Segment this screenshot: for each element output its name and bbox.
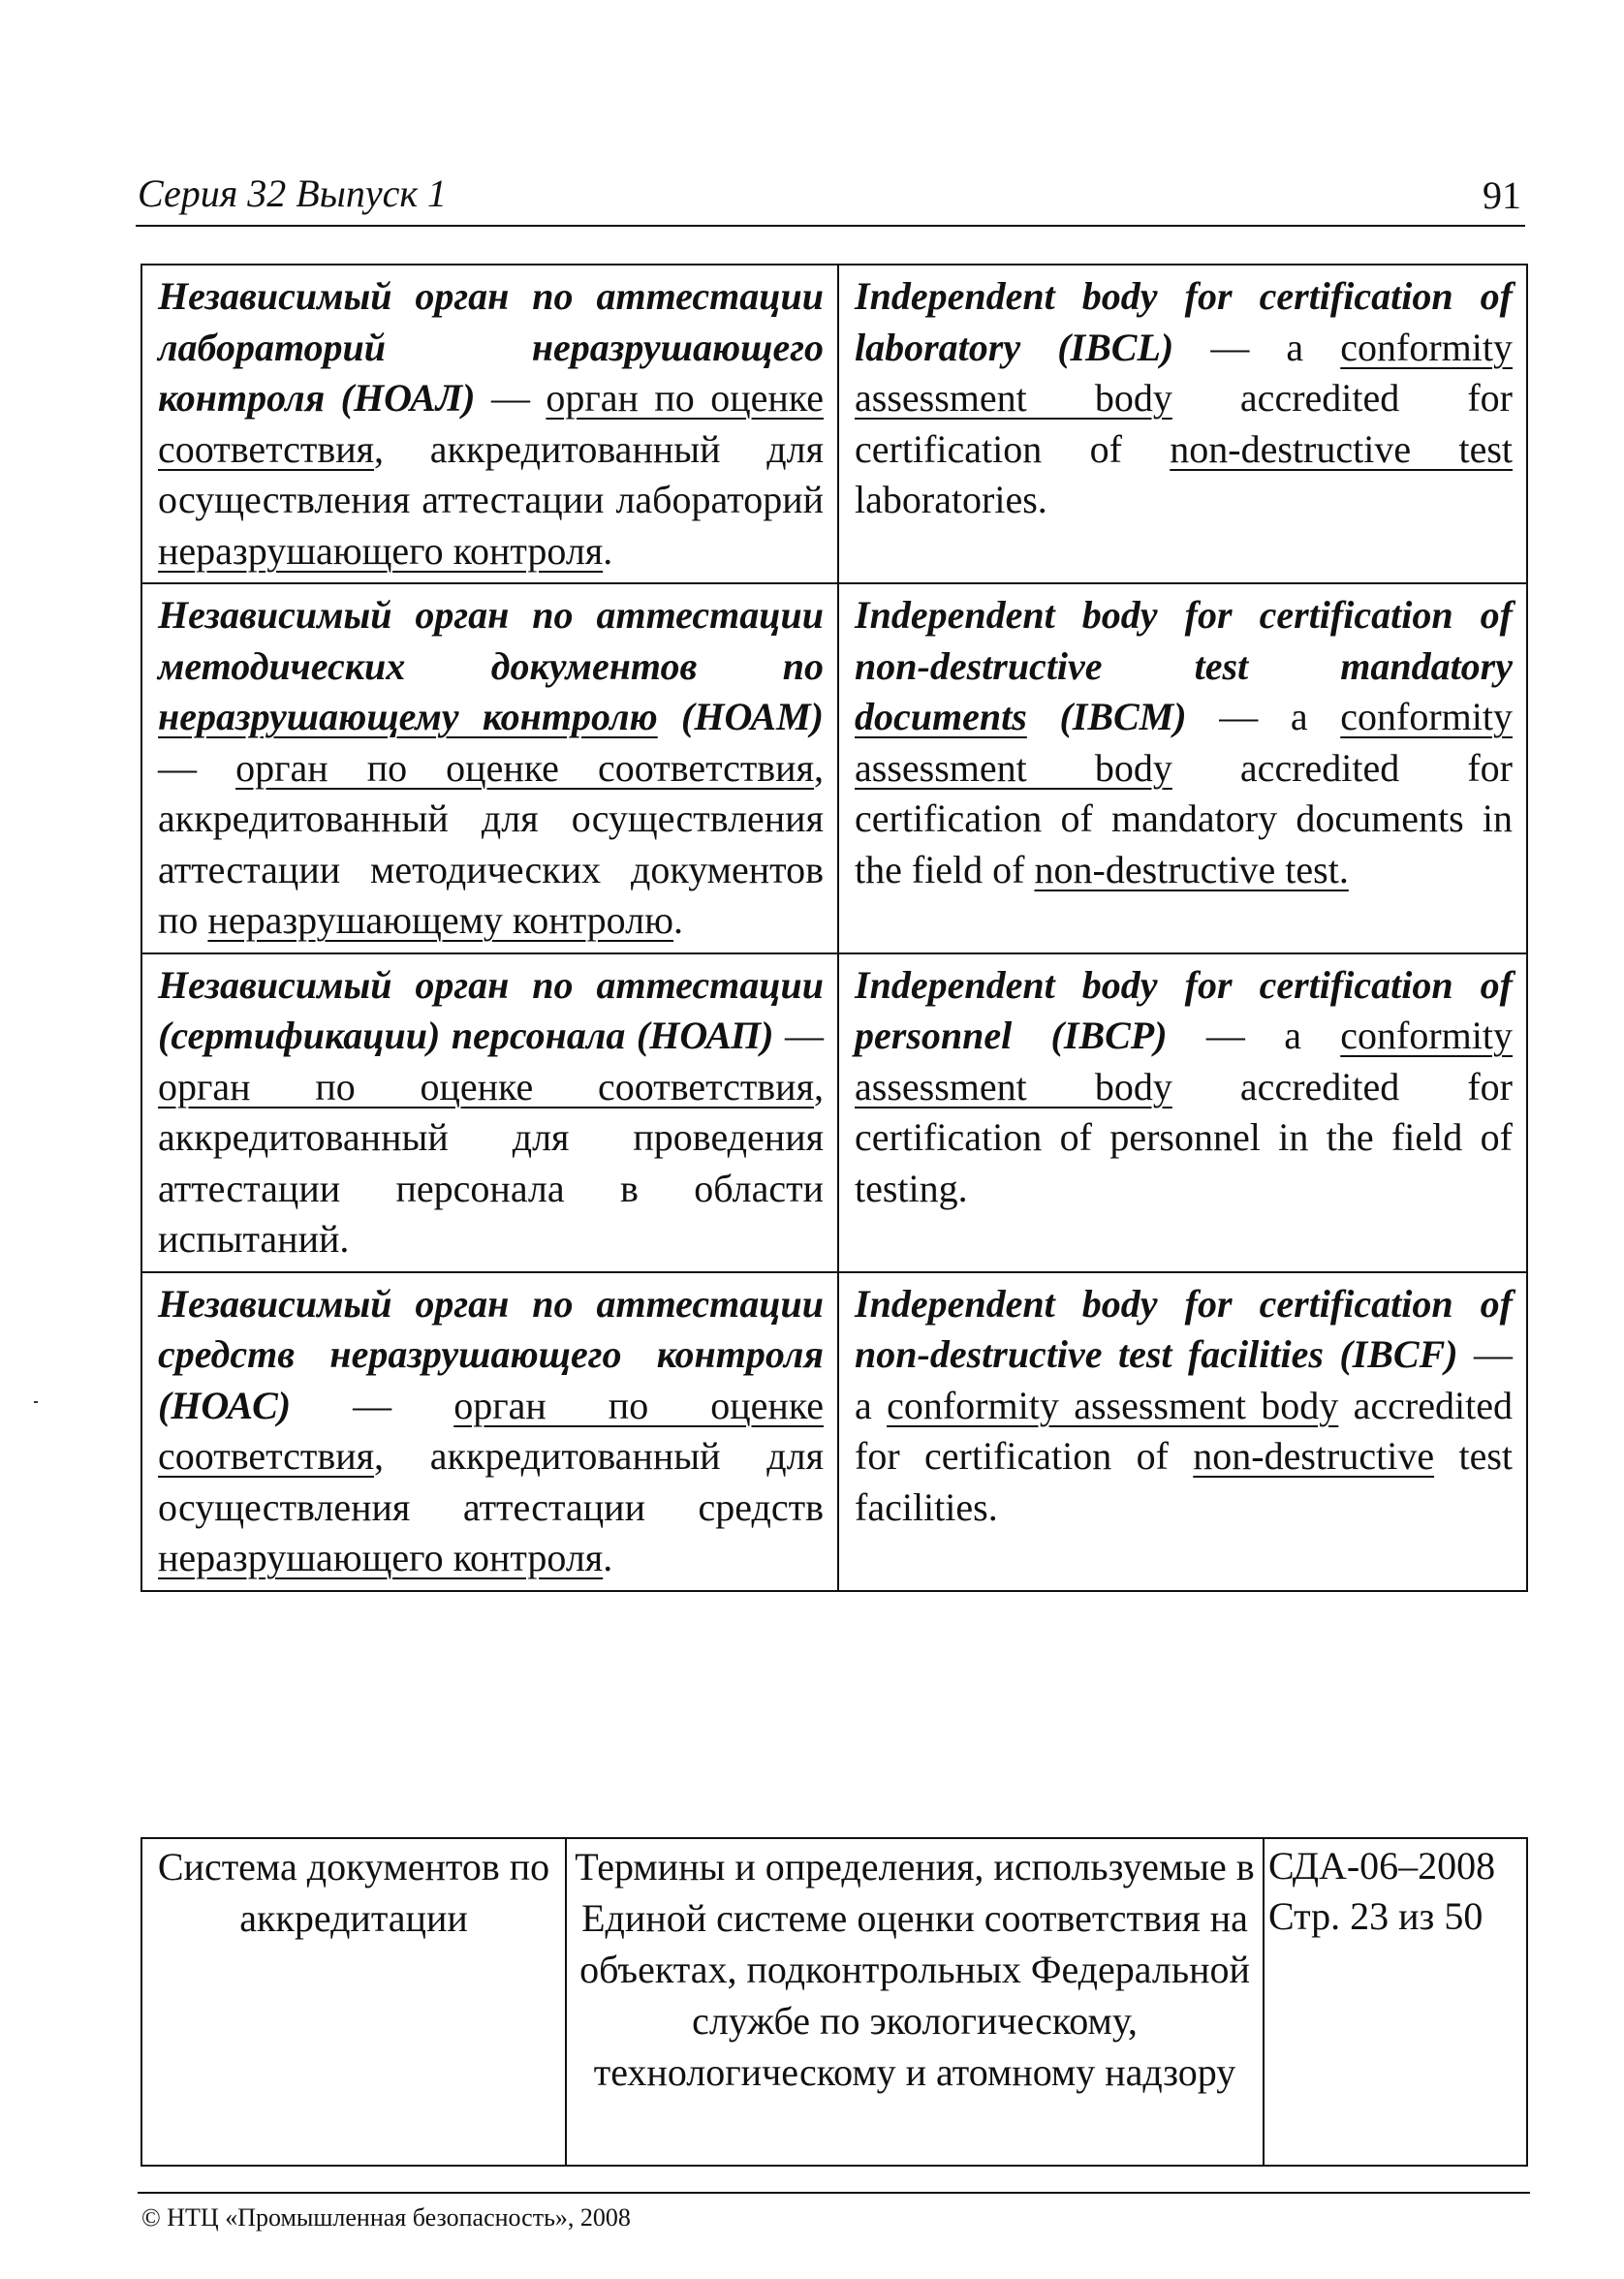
definition-text: laboratories. (855, 478, 1047, 521)
running-header (136, 171, 1525, 227)
russian-definition (141, 953, 838, 1272)
definition-text: , аккредитованный для осуществления аттестации методических документов по (158, 745, 824, 942)
definition-text: test facilities. (855, 1434, 1514, 1529)
document-code-cell (1264, 1838, 1527, 2166)
linked-term: орган по оценке соответствия (158, 376, 825, 471)
footer-rule (138, 2192, 1530, 2194)
linked-term: conformity assessment body (855, 695, 1513, 790)
series-label: Серия 32 Выпуск 1 (138, 172, 448, 215)
term-name: documents (855, 695, 1027, 738)
definition-text: , аккредитованный для осуществления аттестации лабораторий (158, 426, 824, 521)
document-system: Система документов по аккредитации (141, 1838, 566, 2166)
linked-term: неразрушающего контроля (158, 1536, 604, 1579)
term-name: Независимый орган по аттестации лабораторий неразрушающего контроля (НОАЛ) (158, 274, 824, 420)
term-name: Независимый орган по аттестации методических документов по (158, 593, 824, 688)
definition-text: accredited for certification of mandatory documents in the field of (855, 745, 1513, 891)
definition-text: . (603, 528, 613, 573)
english-definition (838, 1272, 1527, 1591)
copyright: © НТЦ «Промышленная безопасность», 2008 (141, 2203, 631, 2232)
term-row (141, 953, 1527, 1272)
definition-text: — a (1186, 695, 1341, 738)
definition-text: — (773, 1014, 824, 1057)
terms-table (141, 264, 1528, 1592)
term-row (141, 1272, 1527, 1591)
linked-term: non-destructive test. (1034, 847, 1349, 891)
linked-term: орган по оценке соответствия (235, 745, 814, 790)
definition-text: — (475, 376, 547, 420)
term-name: Independent body for certification of laboratory (IBCL) (855, 274, 1513, 369)
definition-text: accredited for certification of (855, 1383, 1513, 1478)
term-name: неразрушающему контролю (158, 695, 658, 738)
definition-text: , аккредитованный для проведения аттестации персонала в области испытаний. (158, 1064, 824, 1261)
scan-speck (34, 1401, 38, 1403)
definition-text: — a (855, 1332, 1513, 1427)
term-name: Independent body for certification of personnel (IBCP) (855, 962, 1513, 1057)
term-name: Independent body for certification of non-destructive test mandatory (855, 593, 1513, 688)
english-definition (838, 953, 1527, 1272)
linked-term: conformity assessment body (855, 325, 1513, 420)
term-row (141, 265, 1527, 583)
russian-definition (141, 265, 838, 583)
document-code: СДА-06–2008 (1268, 1844, 1496, 1888)
definition-text: — a (1173, 325, 1341, 369)
page-number: 91 (1483, 173, 1521, 217)
linked-term: non-destructive (1193, 1434, 1435, 1478)
document-title: Термины и определения, используемые в Единой системе оценки соответствия на объектах, подконтрольных Федеральной службе по экологическому, технологическому и атомному надзору (566, 1838, 1264, 2166)
term-row (141, 583, 1527, 953)
definition-text: accredited for certification of personnel in the field of testing. (855, 1064, 1513, 1210)
english-definition (838, 265, 1527, 583)
english-definition (838, 583, 1527, 953)
term-name: Независимый орган по аттестации средств неразрушающего контроля (НОАС) (158, 1281, 824, 1427)
linked-term: conformity assessment body (855, 1014, 1513, 1108)
linked-term: non-destructive test (1170, 426, 1514, 471)
linked-term: неразрушающему контролю (207, 898, 673, 942)
term-name: (IBCM) (1026, 695, 1187, 738)
definition-text: — a (1167, 1014, 1341, 1057)
definition-text: — (291, 1383, 454, 1427)
term-name: Independent body for certification of non-destructive test facilities (IBCF) (855, 1281, 1513, 1376)
term-name: (НОАМ) (657, 695, 824, 738)
definition-text: , аккредитованный для осуществления аттестации средств (158, 1434, 824, 1529)
definition-text: accredited for certification of (855, 376, 1513, 471)
definition-text: . (673, 898, 683, 942)
linked-term: неразрушающего контроля (158, 528, 604, 573)
russian-definition (141, 1272, 838, 1591)
russian-definition (141, 583, 838, 953)
definition-text: — (158, 745, 236, 790)
term-name: Независимый орган по аттестации (сертификации) персонала (НОАП) (158, 962, 824, 1057)
document-page: Стр. 23 из 50 (1268, 1894, 1483, 1938)
linked-term: conformity assessment body (887, 1383, 1339, 1427)
linked-term: орган по оценке соответствия (158, 1064, 814, 1108)
definition-text: . (603, 1536, 613, 1579)
document-stamp (141, 1837, 1528, 2167)
linked-term: орган по оценке соответствия (158, 1383, 825, 1478)
